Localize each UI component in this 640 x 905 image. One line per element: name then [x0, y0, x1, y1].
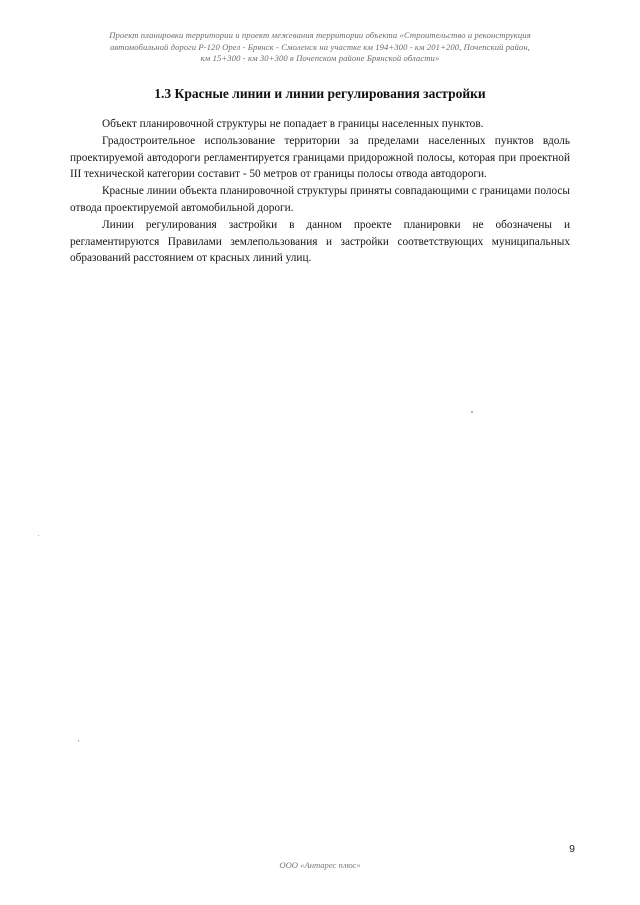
document-footer: ООО «Антарес плюс»	[279, 860, 361, 870]
paragraph-2: Градостроительное использование территории за пределами населенных пунктов вдоль проектируемой автодороги регламентируется границами придорожной полосы, которая при проектной III технической категории составит - 50 метров от границы полосы отвода автодороги.	[70, 134, 570, 181]
scan-speck	[38, 535, 39, 536]
header-line-3: км 15+300 - км 30+300 в Почепском районе Брянской области»	[200, 53, 440, 63]
paragraph-1: Объект планировочной структуры не попадает в границы населенных пунктов.	[102, 118, 484, 130]
section-title: 1.3 Красные линии и линии регулирования застройки	[154, 86, 486, 101]
paragraph-4: Линии регулирования застройки в данном проекте планировки не обозначены и регламентируются Правилами землепользования и застройки соответствующих муниципальных образований расстоянием от красных линий улиц.	[70, 218, 570, 265]
section-body	[70, 116, 570, 267]
document-header	[70, 30, 570, 65]
header-line-1: Проект планировки территории и проект межевания территории объекта «Строительство и реконструкция	[109, 30, 531, 40]
header-line-2: автомобильной дороги Р-120 Орел - Брянск - Смоленск на участке км 194+300 - км 201+200, Почепский район,	[110, 41, 530, 52]
page-number: 9	[569, 843, 575, 855]
scan-speck	[78, 740, 79, 742]
scan-speck	[471, 411, 473, 413]
paragraph-3: Красные линии объекта планировочной структуры приняты совпадающими с границами полосы отвода проектируемой автомобильной дороги.	[70, 185, 570, 214]
